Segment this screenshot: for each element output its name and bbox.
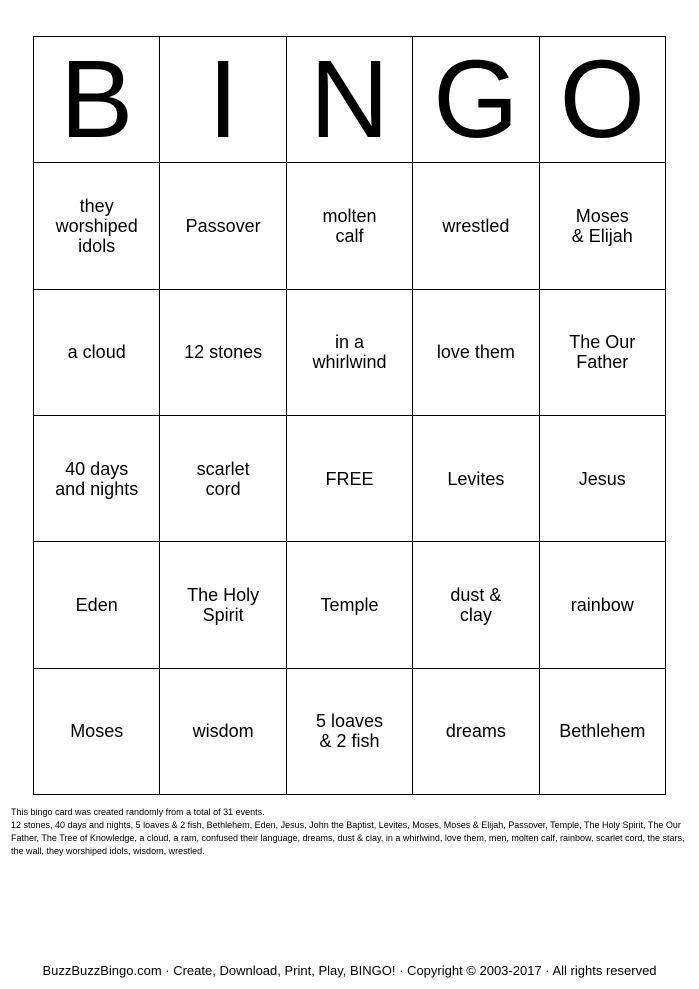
bingo-cell-r2-c5	[540, 290, 666, 416]
header-letter-g	[413, 37, 539, 163]
bingo-cell-r4-c2	[160, 542, 286, 668]
header-letter-text: G	[433, 37, 519, 161]
bingo-cell-r1-c5	[540, 163, 666, 289]
bingo-cell-text: rainbow	[570, 594, 634, 615]
bingo-cell-r4-c5	[540, 542, 666, 668]
bingo-cell-text: 5 loaves & 2 fish	[315, 711, 383, 752]
card-info	[11, 806, 691, 858]
bingo-cell-r2-c4	[413, 290, 539, 416]
header-letter-n	[287, 37, 413, 163]
card-info-events: 12 stones, 40 days and nights, 5 loaves & 2 fish, Bethlehem, Eden, Jesus, John the Baptist, Levites, Moses, Moses & Elijah, Passover, Temple, The Holy Spirit, The Our Father, The Tree of Knowledge, a cloud, a ram, confused their language, dreams, dust & clay, in a whirlwind, love them, men, molten calf, rainbow, scarlet cord, the stars, the wall, they worshiped idols, wisdom, wrestled.	[11, 820, 685, 856]
bingo-cell-r5-c5	[540, 669, 666, 795]
bingo-cell-r1-c3	[287, 163, 413, 289]
bingo-cell-r4-c4	[413, 542, 539, 668]
bingo-cell-r5-c1	[34, 669, 160, 795]
header-letter-text: I	[207, 37, 239, 161]
bingo-cell-r3-c5	[540, 416, 666, 542]
bingo-cell-text: The Our Father	[569, 332, 636, 373]
bingo-cell-text: love them	[436, 342, 515, 363]
bingo-cell-r3-c1	[34, 416, 160, 542]
bingo-cell-text: scarlet cord	[196, 458, 250, 499]
bingo-cell-text: 40 days and nights	[55, 458, 139, 499]
bingo-cell-text: Moses & Elijah	[571, 205, 633, 246]
bingo-cell-r5-c3	[287, 669, 413, 795]
bingo-card	[33, 36, 666, 795]
bingo-cell-text: Jesus	[578, 468, 626, 489]
bingo-cell-r1-c1	[34, 163, 160, 289]
bingo-cell-text: they worshiped idols	[55, 195, 138, 256]
header-letter-b	[34, 37, 160, 163]
bingo-cell-r5-c4	[413, 669, 539, 795]
bingo-cell-text: dreams	[445, 721, 506, 742]
bingo-cell-text: Temple	[320, 594, 379, 615]
bingo-cell-text: Moses	[70, 721, 124, 742]
header-letter-text: O	[559, 37, 646, 161]
bingo-cell-text: wrestled	[442, 215, 510, 236]
bingo-cell-r2-c3	[287, 290, 413, 416]
bingo-cell-text: The Holy Spirit	[187, 584, 260, 625]
bingo-cell-r4-c3	[287, 542, 413, 668]
bingo-cell-text: wisdom	[192, 721, 254, 742]
free-space-text: FREE	[325, 468, 374, 489]
bingo-cell-r2-c2	[160, 290, 286, 416]
header-letter-o	[540, 37, 666, 163]
bingo-cell-text: a cloud	[67, 342, 126, 363]
bingo-cell-text: Passover	[185, 215, 261, 236]
header-letter-i	[160, 37, 286, 163]
bingo-cell-r2-c1	[34, 290, 160, 416]
header-letter-text: B	[60, 37, 134, 161]
bingo-cell-r3-c3	[287, 416, 413, 542]
bingo-cell-r3-c4	[413, 416, 539, 542]
bingo-cell-text: dust & clay	[450, 584, 502, 625]
bingo-cell-text: 12 stones	[184, 342, 263, 363]
bingo-cell-r1-c2	[160, 163, 286, 289]
bingo-cell-r1-c4	[413, 163, 539, 289]
page-footer: BuzzBuzzBingo.com · Create, Download, Print, Play, BINGO! · Copyright © 2003-2017 · All rights reserved	[42, 963, 657, 978]
bingo-cell-text: molten calf	[322, 205, 377, 246]
bingo-cell-text: Bethlehem	[559, 721, 646, 742]
bingo-cell-text: Eden	[75, 594, 118, 615]
card-info-intro: This bingo card was created randomly from a total of 31 events.	[11, 807, 265, 817]
bingo-cell-r5-c2	[160, 669, 286, 795]
bingo-cell-r4-c1	[34, 542, 160, 668]
bingo-cell-text: Levites	[447, 468, 505, 489]
bingo-cell-r3-c2	[160, 416, 286, 542]
header-letter-text: N	[309, 37, 390, 161]
bingo-cell-text: in a whirlwind	[312, 332, 387, 373]
